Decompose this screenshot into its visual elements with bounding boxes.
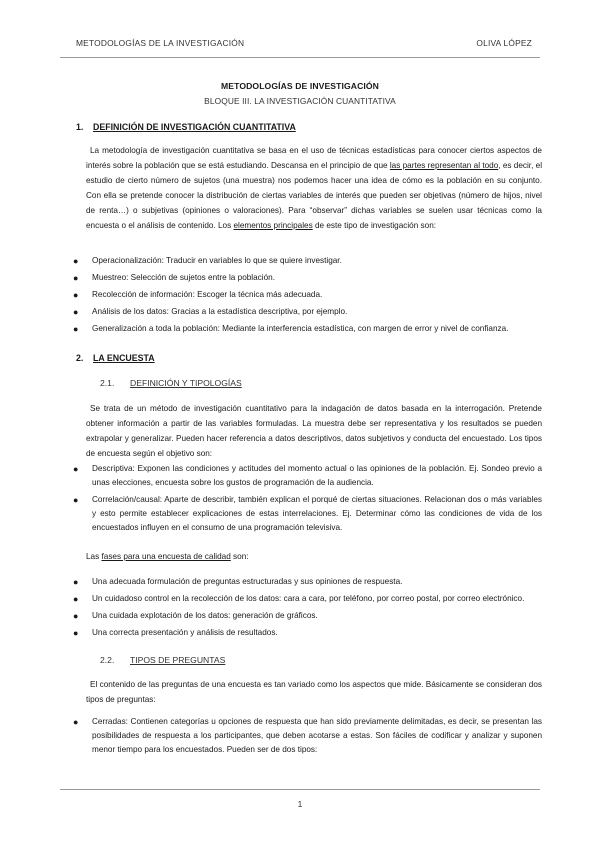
section-title: LA ENCUESTA (93, 353, 155, 363)
list-item (66, 271, 542, 285)
list-item-text: Muestreo: Selección de sujetos entre la población. (92, 273, 275, 282)
list-item (66, 609, 542, 623)
subsection-title: TIPOS DE PREGUNTAS (130, 655, 226, 665)
list-item (66, 254, 542, 268)
list-item (66, 493, 542, 535)
page-header (76, 38, 532, 52)
list-item-text: Una adecuada formulación de preguntas estructuradas y sus opiniones de respuesta. (92, 577, 403, 586)
phases-intro (86, 549, 542, 564)
list-item (66, 626, 542, 640)
bullet-icon: ● (73, 628, 79, 638)
header-course-title: METODOLOGÍAS DE LA INVESTIGACIÓN (76, 38, 245, 48)
bullet-icon: ● (73, 717, 79, 727)
bullet-icon: ● (73, 324, 79, 334)
paragraph-text: son: (230, 552, 249, 561)
paragraph-text: , es decir, el estudio de cierto número de sujetos (una muestra) nos podemos hacer una idea de cómo es la población en su conjunto. Con ella se pretende conocer la distribución de ciertas variables de interés que pueden ser objetivas (número de hijos, nivel de renta…) o subjetivas (opiniones o valoraciones). Para “observar” dichas variables se suelen usar técnicas como la encuesta o el análisis de contenido. Los (86, 161, 543, 230)
paragraph-text: La metodología de investigación cuantitativa se basa en el uso de técnicas estadísticas para conocer ciertos aspectos de interés sobre la población que se está estudiando. Descansa en el principio de que (86, 146, 542, 170)
paragraph-text: de este tipo de investigación son: (312, 221, 437, 230)
section-title: DEFINICIÓN DE INVESTIGACIÓN CUANTITATIVA (93, 122, 296, 132)
bullet-icon: ● (73, 611, 79, 621)
subsection-2-2-paragraph: El contenido de las preguntas de una encuesta es tan variado como los aspectos que mide. Básicamente se consideran dos tipos de preguntas: (86, 680, 542, 704)
bullet-icon: ● (73, 594, 79, 604)
bullet-icon: ● (73, 256, 79, 266)
question-types-list (66, 715, 542, 760)
bullet-icon: ● (73, 464, 79, 474)
underlined-phrase: las partes representan al todo (389, 161, 499, 170)
list-item-text: Una correcta presentación y análisis de resultados. (92, 628, 278, 637)
document-title: METODOLOGÍAS DE INVESTIGACIÓN (221, 81, 379, 91)
bullet-icon: ● (73, 273, 79, 283)
list-item (66, 305, 542, 319)
list-item-text: Análisis de los datos: Gracias a la estadística descriptiva, por ejemplo. (92, 307, 348, 316)
list-item (66, 715, 542, 757)
document-subtitle: BLOQUE III. LA INVESTIGACIÓN CUANTITATIVA (204, 96, 396, 106)
subsection-number: 2.1. (100, 378, 115, 388)
section-number: 2. (76, 353, 84, 363)
footer-divider (60, 789, 540, 790)
list-item (66, 462, 542, 490)
quantitative-elements-list (66, 254, 542, 339)
bullet-icon: ● (73, 307, 79, 317)
subsection-number: 2.2. (100, 655, 115, 665)
list-item-text: Descriptiva: Exponen las condiciones y actitudes del momento actual o las opiniones de la población. Ej. Sondeo previo a unas elecciones, encuesta sobre los gustos de programación de la audiencia. (92, 464, 542, 487)
survey-phases-list (66, 575, 542, 643)
section-number: 1. (76, 122, 84, 132)
page-number: 1 (297, 799, 303, 809)
subsection-2-1-paragraph: Se trata de un método de investigación cuantitativo para la indagación de datos basada en la interrogación. Pretende obtener información a partir de las variables formuladas. La muestra debe ser representativa y los resultados se pueden extrapolar y generalizar. Pueden hacer referencia a datos descriptivos, datos subjetivos y conducta del encuestado. Los tipos de encuesta según el objetivo son: (86, 404, 542, 458)
paragraph-text: Las (86, 552, 102, 561)
list-item-text: Un cuidadoso control en la recolección de los datos: cara a cara, por teléfono, por correo postal, por correo electrónico. (92, 594, 525, 603)
list-item (66, 288, 542, 302)
section-1-paragraph (86, 143, 542, 233)
list-item-text: Generalización a toda la población: Mediante la interferencia estadística, con margen de error y nivel de confianza. (92, 324, 509, 333)
underlined-phrase: fases para una encuesta de calidad (101, 552, 231, 561)
list-item (66, 592, 542, 606)
list-item-text: Una cuidada explotación de los datos: generación de gráficos. (92, 611, 318, 620)
list-item-text: Correlación/causal: Aparte de describir, también explican el porqué de ciertas situaciones. Relacionan dos o más variables y esto permite establecer explicaciones de estas interrelaciones. Ej. Determinar cómo las condiciones de vida de los encuestados influyen en el consumo de una programación televisiva. (92, 495, 542, 532)
list-item-text: Cerradas: Contienen categorías u opciones de respuesta que han sido previamente delimitadas, es decir, se presentan las posibilidades de respuesta a los participantes, que deben acotarse a estas. Son fáciles de codificar y analizar y suponen menor tiempo para los encuestados. Pueden ser de dos tipos: (92, 717, 542, 754)
subsection-title: DEFINICIÓN Y TIPOLOGÍAS (130, 378, 242, 388)
underlined-phrase: elementos principales (233, 221, 313, 230)
list-item-text: Recolección de información: Escoger la técnica más adecuada. (92, 290, 323, 299)
list-item (66, 322, 542, 336)
survey-types-list (66, 462, 542, 538)
bullet-icon: ● (73, 577, 79, 587)
header-author: OLIVA LÓPEZ (476, 38, 532, 48)
header-divider (60, 57, 540, 58)
bullet-icon: ● (73, 495, 79, 505)
bullet-icon: ● (73, 290, 79, 300)
list-item-text: Operacionalización: Traducir en variables lo que se quiere investigar. (92, 256, 342, 265)
list-item (66, 575, 542, 589)
